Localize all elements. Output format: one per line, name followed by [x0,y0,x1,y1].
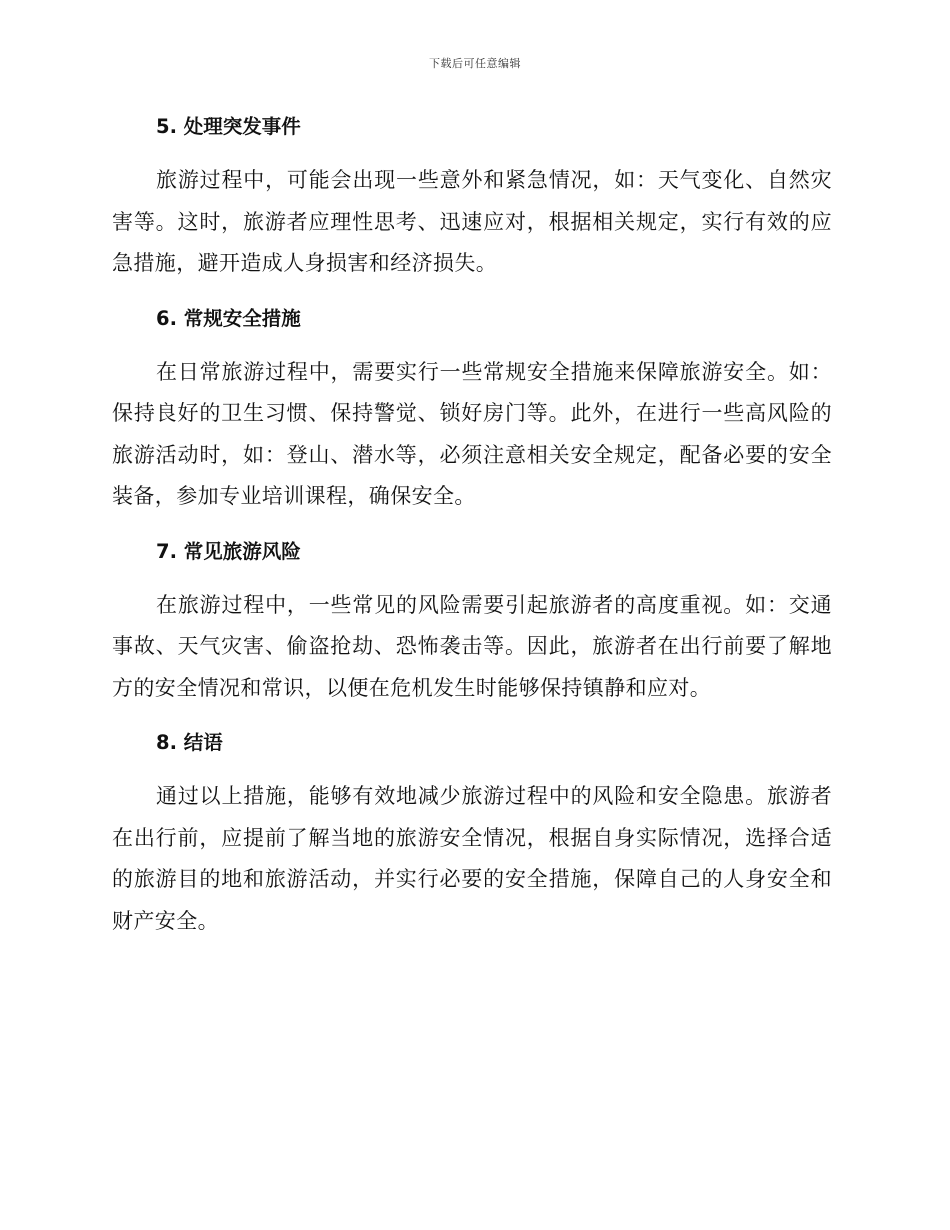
section-5 [112,110,832,285]
section-8 [112,726,832,942]
section-paragraph: 旅游过程中，可能会出现一些意外和紧急情况，如：天气变化、自然灾害等。这时，旅游者应理性思考、迅速应对，根据相关规定，实行有效的应急措施，避开造成人身损害和经济损失。 [112,168,832,275]
section-paragraph: 在日常旅游过程中，需要实行一些常规安全措施来保障旅游安全。如：保持良好的卫生习惯、保持警觉、锁好房门等。此外，在进行一些高风险的旅游活动时，如：登山、潜水等，必须注意相关安全规定，配备必要的安全装备，参加专业培训课程，确保安全。 [112,359,832,508]
section-paragraph: 在旅游过程中，一些常见的风险需要引起旅游者的高度重视。如：交通事故、天气灾害、偷盗抢劫、恐怖袭击等。因此，旅游者在出行前要了解地方的安全情况和常识，以便在危机发生时能够保持镇静和应对。 [112,592,832,700]
section-heading: 7. 常见旅游风险 [156,539,301,563]
page-header: 下载后可任意编辑 [429,57,521,70]
section-heading: 5. 处理突发事件 [156,115,301,138]
section-6 [112,302,832,518]
section-7 [112,535,832,710]
section-heading: 8. 结语 [156,731,223,754]
section-paragraph: 通过以上措施，能够有效地减少旅游过程中的风险和安全隐患。旅游者在出行前，应提前了解当地的旅游安全情况，根据自身实际情况，选择合适的旅游目的地和旅游活动，并实行必要的安全措施，保障自己的人身安全和财产安全。 [112,784,832,933]
section-heading: 6. 常规安全措施 [156,306,301,330]
document-body [112,110,832,959]
